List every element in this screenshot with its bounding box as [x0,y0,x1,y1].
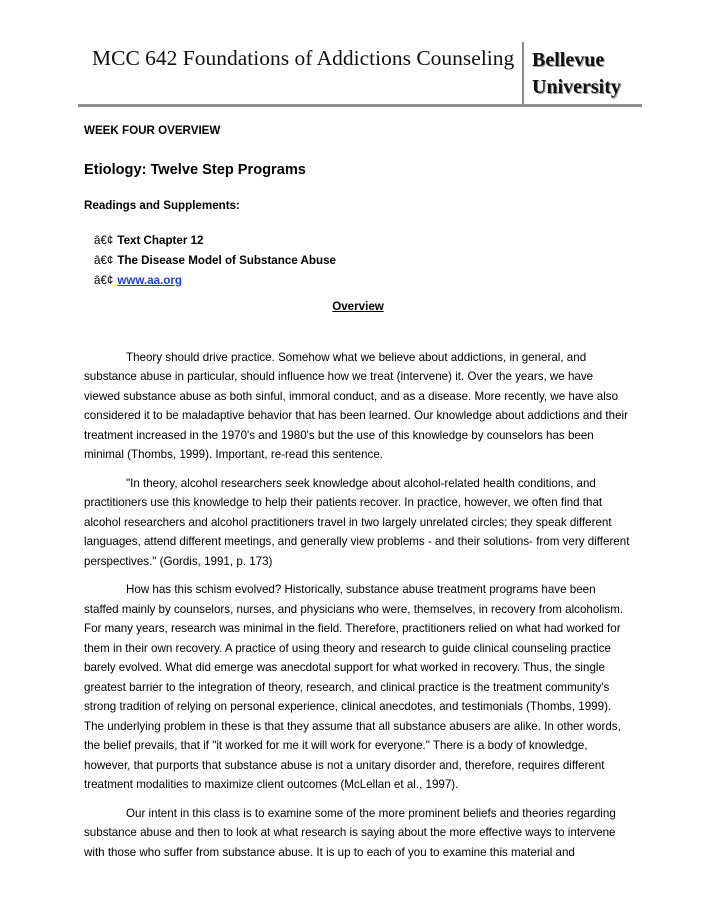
list-item [94,271,632,291]
header-rule [78,104,642,107]
paragraph: Theory should drive practice. Somehow what we believe about addictions, in general, and substance abuse in particular, should influence how we treat (intervene) it. Over the years, we have viewed substance abuse as both sinful, immoral conduct, and as a disease. More recently, we have also considered it to be maladaptive behavior that has been learned. Our knowledge about addictions and their treatment increased in the 1970's and 1980's but the use of this knowledge by counselors has been minimal (Thombs, 1999). Important, re-read this sentence. [84,350,628,461]
bullet: â€¢ [94,274,114,287]
reading-text: The Disease Model of Substance Abuse [117,254,336,267]
aa-org-link[interactable]: www.aa.org [117,274,182,287]
week-heading: WEEK FOUR OVERVIEW [84,124,221,137]
header-divider [522,42,524,106]
readings-list [84,231,632,291]
quote-paragraph: "In theory, alcohol researchers seek knowledge about alcohol-related health conditions, and practitioners use this knowledge to help their patients recover. In practice, however, we often find that alcohol researchers and alcohol practitioners travel in two largely unrelated circles; they speak different languages, attend different meetings, and generally view problems - and their solutions- from very different perspectives." (Gordis, 1991, p. 173) [84,476,630,568]
readings-heading: Readings and Supplements: [84,198,240,212]
university-name-line2: University [532,76,621,98]
bullet: â€¢ [94,234,114,247]
overview-heading: Overview [332,300,384,313]
list-item [94,251,632,271]
bullet: â€¢ [94,254,114,267]
list-item [94,231,632,251]
course-title: MCC 642 Foundations of Addictions Counseling [92,46,515,70]
university-logo [532,47,621,101]
page-header [80,42,642,106]
paragraph: Our intent in this class is to examine some of the more prominent beliefs and theories regarding substance abuse and then to look at what research is saying about the more effective ways to intervene with those who suffer from substance abuse. It is up to each of you to examine this material and [84,806,616,859]
university-name-line1: Bellevue [532,49,605,71]
document-body [84,118,632,862]
paragraph: How has this schism evolved? Historically, substance abuse treatment programs have been staffed mainly by counselors, nurses, and physicians who were, themselves, in recovery from alcoholism. For many years, research was minimal in the field. Therefore, practitioners relied on what had worked for them in their own recovery. A practice of using theory and research to guide clinical counseling practice barely evolved. What did emerge was anecdotal support for what worked in recovery. Thus, the single greatest barrier to the integration of theory, research, and clinical practice is the treatment community's strong tradition of relying on personal experience, clinical anecdotes, and testimonials (Thombs, 1999). The underlying problem in these is that they assume that all substance abusers are alike. In other words, the belief prevails, that if "it worked for me it will work for everyone." There is a body of knowledge, however, that purports that substance abuse is not a unitary disorder and, therefore, requires different treatment modalities to maximize client outcomes (McLellan et al., 1997). [84,583,624,791]
topic-title: Etiology: Twelve Step Programs [84,161,306,178]
reading-text: Text Chapter 12 [117,234,204,247]
